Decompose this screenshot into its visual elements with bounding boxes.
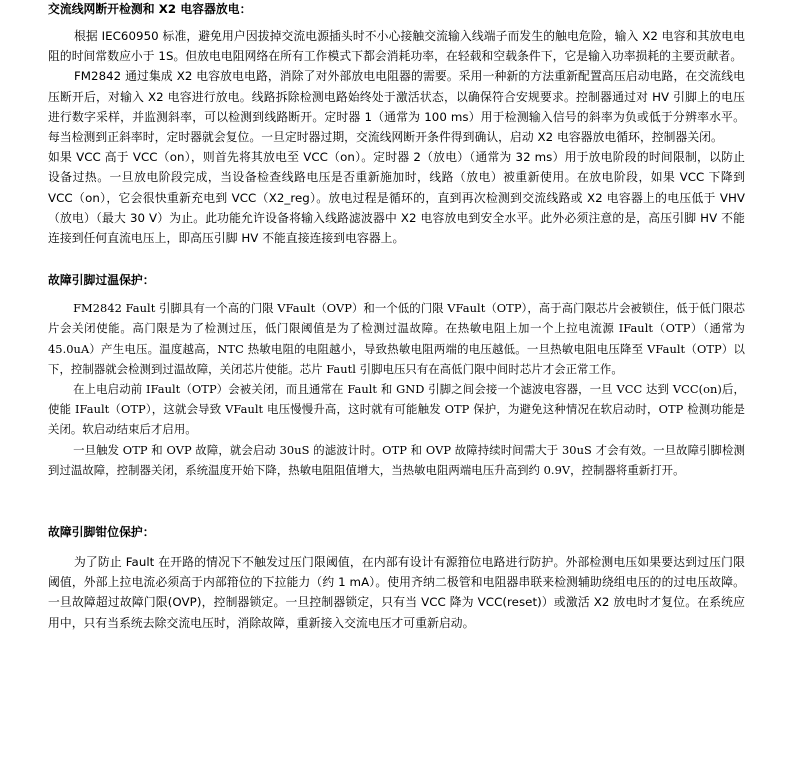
paragraph: FM2842 通过集成 X2 电容放电电路，消除了对外部放电电阻器的需要。采用一种新的方法重新配置高压启动电路，在交流线电压断开后，对输入 X2 电容进行放电。线路拆除检测电路始终处于激活状态，以确保符合安规要求。控制器通过对 HV 引脚上的电压进行数字采样，并监测斜率，可以检测到线路断开。定时器 1（通常为 100 ms）用于检测输入信号的斜率为负或低于分辨率水平。每当检测到正斜率时，定时器就会复位。一旦定时器过期，交流线网断开条件得到确认，启动 X2 电容器放电循环，控制器关闭。: [48, 69, 745, 145]
paragraph: 如果 VCC 高于 VCC（on），则首先将其放电至 VCC（on）。定时器 2（放电）（通常为 32 ms）用于放电阶段的时间限制，以防止设备过热。一旦放电阶段完成，当设备检查线路电压是否重新施加时，线路（放电）被重新使用。在放电阶段，如果 VCC 下降到 VCC（on），它会很快重新充电到 VCC（X2_reg）。放电过程是循环的，直到再次检测到交流线路或 X2 电容器上的电压低于 VHV（放电）（最大 30 V）为止。此功能允许设备将输入线路滤波器中 X2 电容放电到安全水平。此外必须注意的是，高压引脚 HV 不能连接到任何直流电压上，即高压引脚 HV 不能直接连接到电容器上。: [48, 150, 745, 246]
section-fault-clamp: [48, 522, 745, 633]
paragraph: 根据 IEC60950 标准，避免用户因拔掉交流电源插头时不小心接触交流输入线端子而发生的触电危险，输入 X2 电容和其放电电阻的时间常数应小于 1S。但放电电阻网络在所有工作模式下都会消耗功率，在轻载和空载条件下，它是输入功率损耗的主要贡献者。: [48, 29, 745, 64]
section-heading: 交流线网断开检测和 X2 电容器放电：: [48, 2, 252, 16]
section-x2-discharge: [48, 0, 745, 248]
paragraph: 在上电启动前 IFault（OTP）会被关闭，而且通常在 Fault 和 GND 引脚之间会接一个滤波电容器，一旦 VCC 达到 VCC(on)后，使能 IFault（OTP），这就会导致 VFault 电压慢慢升高，这时就有可能触发 OTP 保护，为避免这种情况在软启动时，OTP 检测功能是关闭。软启动结束后才启用。: [48, 382, 745, 437]
document-page: [48, 0, 745, 778]
paragraph: FM2842 Fault 引脚具有一个高的门限 VFault（OVP）和一个低的门限 VFault（OTP），高于高门限芯片会被锁住，低于低门限芯片会关闭使能。高门限是为了检测过压，低门限阈值是为了检测过温故障。在热敏电阻上加一个上拉电流源 IFault（OTP）（通常为 45.0uA）产生电压。温度越高，NTC 热敏电阻的电阻越小，导致热敏电阻两端的电压越低。一旦热敏电阻电压降至 VFault（OTP）以下，控制器就会检测到过温故障，关闭芯片使能。芯片 Fautl 引脚电压只有在高低门限中间时芯片才会正常工作。: [48, 301, 745, 376]
paragraph: 一旦触发 OTP 和 OVP 故障，就会启动 30uS 的滤波计时。OTP 和 OVP 故障持续时间需大于 30uS 才会有效。一旦故障引脚检测到过温故障，控制器关闭，系统温度开始下降，热敏电阻阻值增大，当热敏电阻两端电压升高到约 0.9V，控制器将重新打开。: [48, 442, 745, 477]
section-heading: 故障引脚过温保护：: [48, 273, 155, 288]
paragraph: 为了防止 Fault 在开路的情况下不触发过压门限阈值，在内部有设计有源箝位电路进行防护。外部检测电压如果要达到过压门限阈值，外部上拉电流必须高于内部箝位的下拉能力（约 1 mA）。使用齐纳二极管和电阻器串联来检测辅助绕组电压的的过电压故障。一旦故障超过故障门限(OVP)，控制器锁定。一旦控制器锁定，只有当 VCC 降为 VCC(reset)）或激活 X2 放电时才复位。在系统应用中，只有当系统去除交流电压时，消除故障，重新接入交流电压才可重新启动。: [48, 555, 745, 630]
section-heading: 故障引脚钳位保护：: [48, 525, 155, 540]
section-fault-otp: [48, 270, 745, 480]
